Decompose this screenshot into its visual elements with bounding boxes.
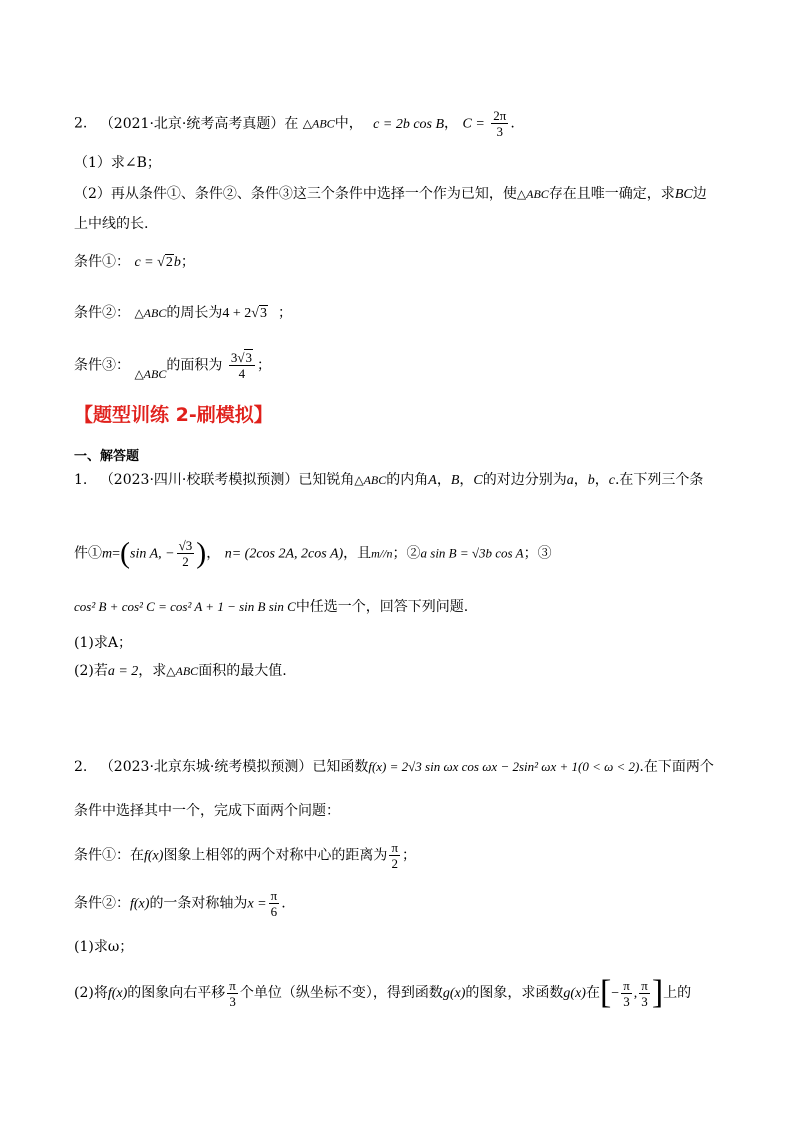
text: 图象上相邻的两个对称中心的距离为: [163, 847, 388, 864]
frac-num: 2π: [493, 108, 507, 123]
question-number: 2.: [74, 759, 88, 775]
radicand: 3: [245, 350, 252, 365]
text: ，且: [343, 545, 372, 562]
comma: ,: [633, 986, 638, 1001]
triangle-abc: △ABC: [516, 187, 549, 201]
q1-condition-1: 条件①： c = √2b；: [74, 254, 195, 270]
question-source: （2023·北京东城·统考模拟预测）已知函数: [99, 759, 369, 775]
comma: ，: [206, 545, 221, 562]
m-parallel-n: m//n: [371, 546, 393, 561]
text-zhong: 中，: [334, 115, 363, 132]
text: ，求: [138, 663, 167, 679]
cond3-text: 的面积为: [166, 357, 223, 374]
q1-part1: （1）求∠B；: [74, 155, 161, 171]
p1-line2: 件①m=(sin A, − $\frac{√3}{2}$ )， n= (2cos 2A, 2cos A)，且m//n；②a sin B = √3b cos A；③: [74, 536, 552, 570]
p2-q1: (1)求ω；: [74, 939, 134, 955]
text: (2)将: [74, 985, 108, 1001]
function-f: f(x) = 2√3 sin ωx cos ωx − 2sin² ωx + 1(0 < ω < 2): [368, 759, 640, 774]
cond1-expr: c =: [134, 255, 158, 270]
q1-part2-line1: [74, 184, 707, 205]
p1-q2: [74, 661, 287, 682]
triangle-abc: △ABC: [302, 116, 335, 131]
fraction-pi-3: [621, 978, 632, 1009]
x-eq: x =: [247, 896, 267, 912]
g-of-x: g(x): [442, 986, 466, 1001]
c2-expr: a sin B = √3b cos A: [420, 545, 524, 561]
question-source: （2023·四川·校联考模拟预测）已知锐角: [99, 472, 355, 488]
frac-den: 3: [623, 993, 630, 1009]
vector-n: n: [224, 546, 232, 562]
c3-expr: cos² B + cos² C = cos² A + 1 − sin B sin C: [74, 599, 296, 614]
minus: −: [611, 986, 620, 1001]
question-number: 1.: [74, 472, 88, 488]
question-source: （2021·北京·统考高考真题）在: [99, 115, 299, 132]
condition-C-eq: C =: [462, 116, 485, 132]
cond-label: 条件①：: [74, 254, 130, 270]
fraction-pi-2: [389, 840, 400, 871]
text: .在下列三个条: [614, 472, 704, 488]
f-of-x: f(x): [144, 848, 164, 864]
fraction-pi-6: [269, 888, 280, 919]
text: 的内角: [386, 472, 429, 488]
cond2-expr: 4 + 2: [222, 306, 252, 321]
triangle-abc: △ABC: [134, 366, 167, 381]
text: 的一条对称轴为: [149, 895, 248, 912]
p2-line2: 条件中选择其中一个，完成下面两个问题：: [74, 803, 340, 819]
fraction-pi-3: [639, 978, 650, 1009]
cond-label: 条件①：在: [74, 847, 144, 864]
semicolon: ；: [277, 305, 292, 321]
text: 个单位（纵坐标不变），得到函数: [239, 985, 443, 1001]
text: 的对边分别为: [482, 472, 567, 488]
question-number: 2.: [74, 115, 88, 132]
fraction-sqrt3-2: [177, 538, 195, 569]
p1-line1: 1. （2023·四川·校联考模拟预测）已知锐角△ABC的内角A，B，C的对边分别为a，b，c.在下列三个条: [74, 472, 704, 488]
question-2021-header: [74, 108, 515, 139]
frac-den: 2: [182, 554, 189, 569]
equals: =: [112, 546, 121, 562]
fraction-2pi-3: [491, 108, 508, 139]
frac-den: 6: [270, 904, 278, 919]
frac-num: π: [391, 840, 399, 855]
part2-text-c: 边: [692, 186, 707, 202]
p1-q1: (1)求A；: [74, 635, 132, 651]
comma: ，: [444, 115, 459, 132]
part2-text-b: 存在且唯一确定，求: [548, 186, 675, 202]
p2-condition-1: [74, 840, 416, 871]
cond2-text: 的周长为: [166, 305, 223, 321]
q1-part2-line2: 上中线的长.: [74, 216, 149, 232]
frac-num: π: [623, 977, 630, 993]
frac-num: π: [641, 977, 648, 993]
text: 的图象，求函数: [465, 985, 564, 1001]
radicand: 2: [165, 255, 173, 270]
text: 中任选一个，回答下列问题.: [295, 599, 469, 615]
circled-2: ②: [406, 545, 421, 562]
p1-line3: [74, 597, 468, 617]
section-subheading: 一、解答题: [74, 449, 140, 464]
frac-num: π: [270, 888, 278, 903]
frac-num: 3√3: [229, 350, 255, 366]
p2-condition-2: [74, 888, 286, 919]
num-coef: 3: [230, 350, 238, 365]
f-of-x: f(x): [107, 986, 128, 1001]
text: (2)若: [74, 663, 108, 679]
part2-text-a: （2）再从条件①、条件②、条件③这三个条件中选择一个作为已知，使: [74, 186, 517, 202]
period: .: [510, 115, 515, 132]
n-expr: = (2cos 2A, 2cos A): [231, 546, 344, 562]
q1-condition-2: 条件②： △ABC的周长为4 + 2√3 ；: [74, 305, 292, 321]
text: 件①: [74, 545, 102, 562]
cond1-b: b: [173, 255, 181, 270]
cond-label: 条件②：: [74, 305, 130, 321]
circled-3: ；③: [523, 545, 552, 562]
p2-line1: [74, 757, 714, 777]
triangle-abc: △ABC: [166, 664, 199, 678]
text: 上的: [663, 985, 692, 1001]
g-of-x: g(x): [563, 986, 586, 1001]
side-c: c: [608, 473, 615, 488]
p2-q2: (2)将f(x)的图象向右平移 $\frac{\pi}{3}$ 个单位（纵坐标不变），得到函数g(x)的图象，求函数g(x)在[− $\frac{\pi}{3}$ , $\frac{\pi}{3}$ ]上的: [74, 974, 692, 1011]
frac-den: 3: [229, 993, 236, 1009]
text: 的图象向右平移: [127, 985, 226, 1001]
angle-a: A: [428, 473, 437, 488]
frac-den: 3: [641, 993, 648, 1009]
period: .: [281, 895, 286, 912]
radicand: 3: [259, 306, 267, 321]
fraction-3sqrt3-4: [229, 350, 255, 381]
cond-label: 条件③：: [74, 357, 130, 374]
text: 面积的最大值.: [198, 663, 287, 679]
triangle-abc: △ABC: [134, 306, 167, 320]
text: 在: [585, 985, 600, 1001]
side-a: a: [566, 473, 574, 488]
frac-den: 4: [238, 366, 246, 381]
frac-num: π: [229, 977, 236, 993]
semicolon: ；: [402, 847, 417, 864]
f-of-x: f(x): [130, 896, 150, 912]
semicolon: ；: [392, 545, 407, 562]
frac-den: 2: [391, 856, 398, 871]
side-b: b: [587, 473, 595, 488]
semicolon: ；: [256, 357, 271, 374]
condition-c-eq: c = 2b cos B: [373, 116, 445, 132]
frac-num: √3: [178, 538, 193, 553]
m-component: sin A, −: [130, 546, 175, 562]
q1-condition-3: [74, 350, 271, 381]
cond-label: 条件②：: [74, 895, 130, 912]
angle-c: C: [473, 473, 483, 488]
a-eq-2: a = 2: [107, 664, 139, 679]
fraction-pi-3: [227, 978, 238, 1009]
section-title: 【题型训练 2-刷模拟】: [74, 404, 273, 426]
semicolon: ；: [180, 254, 195, 270]
side-bc: BC: [674, 187, 693, 202]
text: .在下面两个: [639, 759, 714, 775]
vector-m: m: [102, 546, 113, 562]
angle-b: B: [450, 473, 460, 488]
triangle-abc: △ABC: [354, 473, 387, 487]
frac-den: 3: [496, 124, 504, 139]
